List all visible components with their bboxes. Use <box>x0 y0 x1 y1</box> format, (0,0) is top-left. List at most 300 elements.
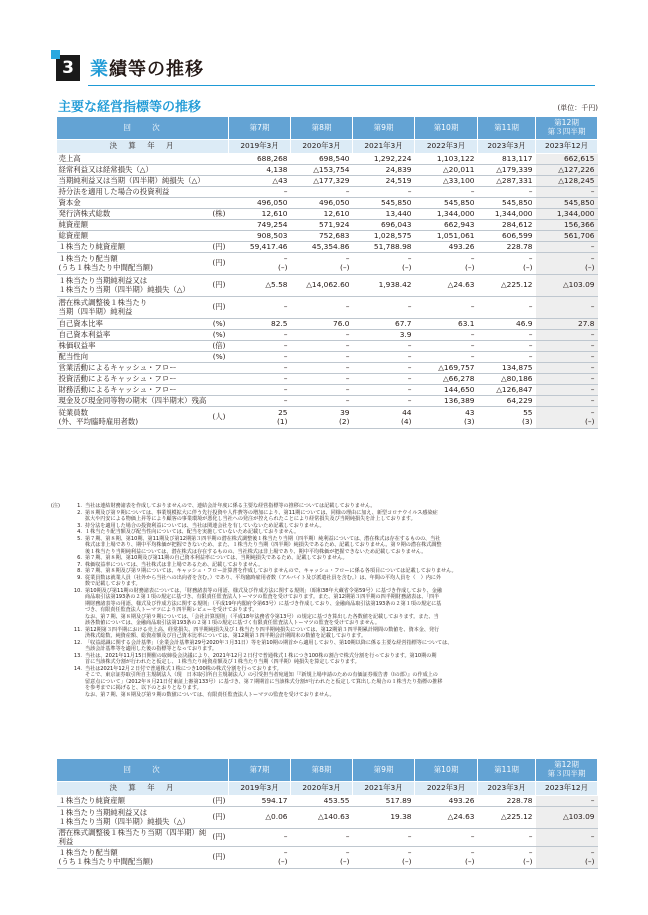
cell-value: △169,757 <box>415 363 478 374</box>
cell-value: 908,503 <box>229 231 291 242</box>
header-period <box>291 117 353 140</box>
table-row <box>57 253 598 275</box>
cell-value: 545,850 <box>536 198 598 209</box>
row-unit: (円) <box>209 242 229 253</box>
cell-value: – (–) <box>229 847 291 869</box>
cell-value: – <box>536 396 598 407</box>
row-label: 投資活動によるキャッシュ・フロー <box>57 374 209 385</box>
cell-value: △153,754 <box>291 165 353 176</box>
cell-value: 25 (1) <box>229 407 291 429</box>
cell-value: – (–) <box>536 847 598 869</box>
cell-value: – (–) <box>353 253 415 275</box>
cell-value: 44 (4) <box>353 407 415 429</box>
header-col-label: 回 次 <box>57 117 229 140</box>
cell-value: 688,268 <box>229 154 291 165</box>
row-unit: (円) <box>209 807 229 829</box>
cell-value: 1,103,122 <box>415 154 478 165</box>
cell-value: – <box>353 374 415 385</box>
table-row <box>57 341 598 352</box>
row-unit <box>209 231 229 242</box>
cell-value: 545,850 <box>415 198 478 209</box>
header-date: 2020年3月 <box>291 140 353 154</box>
cell-value: – <box>415 352 478 363</box>
row-label: １株当たり純資産額 <box>57 242 209 253</box>
cell-value: 55 (3) <box>478 407 536 429</box>
cell-value: – (–) <box>478 847 536 869</box>
cell-value: – <box>415 187 478 198</box>
cell-value: 82.5 <box>229 319 291 330</box>
cell-value: – <box>536 829 598 847</box>
cell-value: – <box>536 352 598 363</box>
table-row <box>57 275 598 297</box>
table-row <box>57 209 598 220</box>
row-label: 従業員数 (外、平均臨時雇用者数) <box>57 407 209 429</box>
cell-value: 156,366 <box>536 220 598 231</box>
row-unit <box>209 396 229 407</box>
cell-value: △66,278 <box>415 374 478 385</box>
header-date: 2022年3月 <box>415 140 478 154</box>
cell-value: 228.78 <box>478 796 536 807</box>
cell-value: △225.12 <box>478 807 536 829</box>
table-row <box>57 242 598 253</box>
note-number: 10. <box>73 587 82 594</box>
cell-value: 12,610 <box>229 209 291 220</box>
cell-value: – <box>229 330 291 341</box>
row-unit: (円) <box>209 829 229 847</box>
per-share-indicators-table <box>56 758 598 869</box>
cell-value: 51,788.98 <box>353 242 415 253</box>
cell-value: △103.09 <box>536 275 598 297</box>
period-label: 第7期 <box>249 764 270 774</box>
section-title <box>90 55 204 81</box>
cell-value: – (–) <box>415 847 478 869</box>
row-label: １株当たり配当額 (うち１株当たり中間配当額) <box>57 847 209 869</box>
cell-value: – (–) <box>291 253 353 275</box>
cell-value: 662,615 <box>536 154 598 165</box>
section-title-first: 業 <box>90 59 109 80</box>
cell-value: 606,599 <box>478 231 536 242</box>
table-row <box>57 297 598 319</box>
cell-value: – <box>536 297 598 319</box>
cell-value: 284,612 <box>478 220 536 231</box>
table-row <box>57 807 598 829</box>
section-rule <box>88 85 595 86</box>
header-period <box>536 117 598 140</box>
cell-value: – <box>536 330 598 341</box>
cell-value: – <box>353 385 415 396</box>
header-date: 2023年3月 <box>478 140 536 154</box>
cell-value: 496,050 <box>291 198 353 209</box>
row-unit: (円) <box>209 297 229 319</box>
row-label: 配当性向 <box>57 352 209 363</box>
cell-value: – <box>353 352 415 363</box>
cell-value: △33,100 <box>415 176 478 187</box>
row-label: 資本金 <box>57 198 209 209</box>
cell-value: – <box>478 829 536 847</box>
period-label: 第11期 <box>494 122 519 132</box>
cell-value: △225.12 <box>478 275 536 297</box>
header-date: 2021年3月 <box>353 782 415 796</box>
row-label: 潜在株式調整後１株当たり 当期（四半期）純利益 <box>57 297 209 319</box>
note-text: 第７期、第８期及び第９期については、キャッシュ・フロー計算書を作成しておりませんので、キャッシュ・フローに係る各項目については記載しておりません。 <box>85 568 457 575</box>
row-unit <box>209 187 229 198</box>
cell-value: – <box>478 341 536 352</box>
cell-value: 1,344,000 <box>478 209 536 220</box>
section-header <box>56 55 204 81</box>
row-unit: (円) <box>209 796 229 807</box>
cell-value: 749,254 <box>229 220 291 231</box>
note-number: 2. <box>77 509 82 516</box>
row-unit: (円) <box>209 253 229 275</box>
table-row <box>57 220 598 231</box>
cell-value: 545,850 <box>353 198 415 209</box>
period-label: 第11期 <box>494 764 519 774</box>
header-period <box>353 117 415 140</box>
header-period <box>353 759 415 782</box>
cell-value: 228.78 <box>478 242 536 253</box>
cell-value: – <box>536 187 598 198</box>
note-text: 第７期、第８期、第10期、第11期及び第12期第３四半期の潜在株式調整後１株当たり当期（四半期）純利益については、潜在株式は存在するものの、当社 株式は非上場であり、期中平均株価が把握できないため、また、１株当たり当期（四半期）純損失であるため、記載しておりません。第９期の潜在株式調整 後１株当たり当期純利益については、潜在株式は存在するものの、当社株式は非上場であり、期中平均株価が把握できないため記載しておりません。 <box>85 535 442 555</box>
cell-value: – <box>229 385 291 396</box>
cell-value: 13,440 <box>353 209 415 220</box>
header-period <box>415 117 478 140</box>
section-number: 3 <box>56 55 80 81</box>
row-unit <box>209 385 229 396</box>
table-row <box>57 385 598 396</box>
table-row <box>57 231 598 242</box>
note-text: 持分法を適用した場合の投資利益については、当社は関連会社を有していないため記載しておりません。 <box>85 522 325 529</box>
row-unit <box>209 176 229 187</box>
table-row <box>57 330 598 341</box>
row-unit: (%) <box>209 330 229 341</box>
cell-value: – (–) <box>478 253 536 275</box>
cell-value: 12,610 <box>291 209 353 220</box>
table-row <box>57 198 598 209</box>
cell-value: △80,186 <box>478 374 536 385</box>
cell-value: 493.26 <box>415 796 478 807</box>
header-period <box>478 759 536 782</box>
cell-value: 561,706 <box>536 231 598 242</box>
row-label: 総資産額 <box>57 231 209 242</box>
cell-value: 45,354.86 <box>291 242 353 253</box>
period-label: 第10期 <box>433 764 459 774</box>
header-period <box>291 759 353 782</box>
cell-value: – <box>415 341 478 352</box>
note-number: 6. <box>77 555 82 562</box>
cell-value: – <box>291 829 353 847</box>
note-number: 5. <box>77 535 82 542</box>
note-text: １株当たり配当額及び配当性向については、配当を実施していないため記載しておりません。 <box>85 529 300 536</box>
table-row <box>57 829 598 847</box>
row-label: 現金及び現金同等物の期末（四半期末）残高 <box>57 396 209 407</box>
cell-value: 27.8 <box>536 319 598 330</box>
cell-value: – (–) <box>415 253 478 275</box>
cell-value: – <box>478 187 536 198</box>
note-item <box>60 640 600 653</box>
row-label: 株価収益率 <box>57 341 209 352</box>
cell-value: – <box>415 330 478 341</box>
cell-value: △24.63 <box>415 275 478 297</box>
key-indicators-table <box>56 116 598 429</box>
cell-value: 63.1 <box>415 319 478 330</box>
row-unit <box>209 220 229 231</box>
notes <box>50 503 600 698</box>
table-row <box>57 154 598 165</box>
row-unit <box>209 374 229 385</box>
subtitle: 主要な経営指標等の推移 <box>58 100 202 115</box>
note-text: 当社は、2021年11月15日開催の取締役会決議により、2021年12月２日付で普通株式１株につき100株の割合で株式分割を行っております。第10期の期 首に当該株式分割が行われたと仮定し、１株当たり純資産額及び１株当たり当期（四半期）純損失を算定しております。 <box>85 652 437 666</box>
notes-label: (注) <box>50 503 60 509</box>
cell-value: – <box>353 297 415 319</box>
cell-value: – <box>229 363 291 374</box>
cell-value: △103.09 <box>536 807 598 829</box>
cell-value: – <box>415 297 478 319</box>
section-title-rest: 績等の推移 <box>109 59 204 80</box>
cell-value: – <box>229 829 291 847</box>
cell-value: – <box>291 385 353 396</box>
cell-value: 493.26 <box>415 242 478 253</box>
row-label: 営業活動によるキャッシュ・フロー <box>57 363 209 374</box>
header-date: 2020年3月 <box>291 782 353 796</box>
header-row-periods <box>57 759 598 782</box>
cell-value: △287,331 <box>478 176 536 187</box>
cell-value: 136,389 <box>415 396 478 407</box>
period-label: 第12期 第３四半期 <box>547 118 586 136</box>
row-label: 自己資本比率 <box>57 319 209 330</box>
row-label: １株当たり当期純利益又は １株当たり当期（四半期）純損失（△） <box>57 275 209 297</box>
cell-value: △14,062.60 <box>291 275 353 297</box>
row-label: １株当たり純資産額 <box>57 796 209 807</box>
period-label: 第12期 第３四半期 <box>547 760 586 778</box>
cell-value: △0.06 <box>229 807 291 829</box>
cell-value: 698,540 <box>291 154 353 165</box>
row-label: 純資産額 <box>57 220 209 231</box>
cell-value: 1,938.42 <box>353 275 415 297</box>
header-col-sublabel: 決 算 年 月 <box>57 782 229 796</box>
cell-value: 517.89 <box>353 796 415 807</box>
cell-value: 39 (2) <box>291 407 353 429</box>
cell-value: △20,011 <box>415 165 478 176</box>
cell-value: – (–) <box>536 407 598 429</box>
cell-value: – <box>229 396 291 407</box>
note-text: 当社は2021年12月２日付で普通株式１株につき100株の株式分割を行っております。 そこで、東京証券取引所自主規制法人（現 日本取引所自主規制法人）の引受担当者宛通知「『新規上場申請のための有価証券報告書（Ⅰの部）』の作成上の 留意点について」（2012年８月21日付東証上審第133号）に基づき、第７期期首に当該株式分割が行われたと仮定して算出した場合の１株当たり指標の推移 を参考までに掲げると、以下のとおりとなります。 なお、第７期、第８期及び第９期の数値については、有限責任監査法人トーマツの監査を受けておりません。 <box>85 665 443 698</box>
cell-value: – <box>229 352 291 363</box>
row-label: 発行済株式総数 <box>57 209 209 220</box>
note-number: 11. <box>73 626 82 633</box>
row-unit <box>209 363 229 374</box>
note-item <box>60 536 600 556</box>
note-text: 当社は連結財務諸表を作成しておりませんので、連結会計年度に係る主要な経営指標等の推移については記載しておりません。 <box>85 503 376 509</box>
cell-value: – <box>353 187 415 198</box>
header-date: 2019年3月 <box>229 782 291 796</box>
cell-value: – <box>536 796 598 807</box>
cell-value: – <box>536 242 598 253</box>
note-number: 3. <box>77 522 82 529</box>
header-date: 2023年3月 <box>478 782 536 796</box>
row-label: １株当たり配当額 (うち１株当たり中間配当額) <box>57 253 209 275</box>
cell-value: – <box>478 352 536 363</box>
cell-value: – <box>291 374 353 385</box>
note-number: 4. <box>77 529 82 536</box>
note-number: 1. <box>77 503 82 509</box>
row-unit: (倍) <box>209 341 229 352</box>
row-label: 財務活動によるキャッシュ・フロー <box>57 385 209 396</box>
cell-value: 453.55 <box>291 796 353 807</box>
table-row <box>57 165 598 176</box>
cell-value: 43 (3) <box>415 407 478 429</box>
period-label: 第9期 <box>373 122 394 132</box>
cell-value: 752,683 <box>291 231 353 242</box>
note-number: 14. <box>73 665 82 672</box>
note-item <box>60 510 600 523</box>
cell-value: 696,043 <box>353 220 415 231</box>
cell-value: 571,924 <box>291 220 353 231</box>
header-date: 2019年3月 <box>229 140 291 154</box>
table-row <box>57 176 598 187</box>
header-period <box>536 759 598 782</box>
note-number: 12. <box>73 639 82 646</box>
header-col-label: 回 次 <box>57 759 229 782</box>
cell-value: – <box>478 297 536 319</box>
cell-value: – <box>415 829 478 847</box>
header-period <box>415 759 478 782</box>
cell-value: – <box>536 374 598 385</box>
note-text: 従業員数は就業人員（社外から当社への出向者を含む。）であり、平均臨時雇用者数（アルバイト及び派遣社員を含む。）は、年間の平均人員を（ ）内に外 数で記載しております。 <box>85 574 441 588</box>
row-label: 当期純利益又は当期（四半期）純損失（△） <box>57 176 209 187</box>
cell-value: – <box>229 297 291 319</box>
cell-value: – (–) <box>291 847 353 869</box>
row-unit: (円) <box>209 275 229 297</box>
cell-value: 4,138 <box>229 165 291 176</box>
header-row-periods <box>57 117 598 140</box>
note-text: 株価収益率については、当社株式は非上場であるため、記載しておりません。 <box>85 561 264 568</box>
cell-value: – <box>291 352 353 363</box>
table-row <box>57 407 598 429</box>
cell-value: △179,339 <box>478 165 536 176</box>
note-text: 第７期、第８期、第10期及び第11期の自己資本利益率については、当期純損失であるため、記載しておりません。 <box>85 555 348 562</box>
header-period <box>229 117 291 140</box>
row-unit <box>209 154 229 165</box>
row-label: １株当たり当期純利益又は １株当たり当期（四半期）純損失（△） <box>57 807 209 829</box>
cell-value: – <box>536 385 598 396</box>
cell-value: 496,050 <box>229 198 291 209</box>
cell-value: 144,650 <box>415 385 478 396</box>
row-unit: (%) <box>209 352 229 363</box>
header-date: 2023年12月 <box>536 140 598 154</box>
row-label: 売上高 <box>57 154 209 165</box>
table-row <box>57 796 598 807</box>
unit-label: (単位：千円) <box>557 104 598 112</box>
cell-value: 24,519 <box>353 176 415 187</box>
cell-value: 19.38 <box>353 807 415 829</box>
table-row <box>57 847 598 869</box>
cell-value: – <box>291 396 353 407</box>
row-unit: (円) <box>209 847 229 869</box>
cell-value: – <box>291 330 353 341</box>
cell-value: △177,329 <box>291 176 353 187</box>
header-row-dates <box>57 140 598 154</box>
note-text: 第10期及び第11期の財務諸表については、「財務諸表等の用語、様式及び作成方法に関する規則」（昭和38年大蔵省令第59号）に基づき作成しており、金融 商品取引法第193条の２第１項の規定に基づき、有限責任監査法人トーマツの監査を受けております。また、第12期第３四半期の四半期財務諸表は、「四半 期財務諸表等の用語、様式及び作成方法に関する規則」（平成19年内閣府令第63号）に基づき作成しており、金融商品取引法第193条の２第１項の規定に基 づき、有限責任監査法人トーマツにより四半期レビューを受けております。 なお、第７期、第８期及び第９期については、「会社計算規則」（平成18年法務省令第13号）の規定に基づき算出した各数値を記載しております。また、当 該各数値については、金融商品取引法第193条の２第１項の規定に基づく有限責任監査法人トーマツの監査を受けておりません。 <box>85 587 442 627</box>
cell-value: 46.9 <box>478 319 536 330</box>
table-row <box>57 374 598 385</box>
note-text: 「収益認識に関する会計基準」（企業会計基準第29号2020年３月31日）等を第10期の期首から適用しており、第10期以降に係る主要な経営指標等については、 当該会計基準等を適用した後の指標等となっております。 <box>85 639 453 653</box>
cell-value: 1,344,000 <box>536 209 598 220</box>
cell-value: – (–) <box>229 253 291 275</box>
cell-value: – <box>229 187 291 198</box>
row-label: 潜在株式調整後１株当たり当期（四半期）純利益 <box>57 829 209 847</box>
cell-value: – <box>229 341 291 352</box>
period-label: 第8期 <box>311 122 332 132</box>
cell-value: △5.58 <box>229 275 291 297</box>
note-item <box>60 666 600 699</box>
row-unit: (%) <box>209 319 229 330</box>
note-number: 13. <box>73 652 82 659</box>
cell-value: 24,839 <box>353 165 415 176</box>
note-item <box>60 588 600 627</box>
cell-value: 813,117 <box>478 154 536 165</box>
note-number: 9. <box>77 574 82 581</box>
cell-value: 662,943 <box>415 220 478 231</box>
cell-value: – <box>291 297 353 319</box>
cell-value: 1,292,224 <box>353 154 415 165</box>
header-date: 2023年12月 <box>536 782 598 796</box>
period-label: 第8期 <box>311 764 332 774</box>
cell-value: – <box>536 341 598 352</box>
table-row <box>57 352 598 363</box>
cell-value: △43 <box>229 176 291 187</box>
header-period <box>478 117 536 140</box>
cell-value: △128,245 <box>536 176 598 187</box>
cell-value: – <box>536 363 598 374</box>
cell-value: 59,417.46 <box>229 242 291 253</box>
cell-value: △126,847 <box>478 385 536 396</box>
note-item <box>60 653 600 666</box>
cell-value: – (–) <box>536 253 598 275</box>
cell-value: – <box>291 341 353 352</box>
table-row <box>57 363 598 374</box>
period-label: 第7期 <box>249 122 270 132</box>
cell-value: 1,344,000 <box>415 209 478 220</box>
cell-value: △127,226 <box>536 165 598 176</box>
cell-value: – <box>353 829 415 847</box>
table-row <box>57 187 598 198</box>
period-label: 第10期 <box>433 122 459 132</box>
row-unit: (株) <box>209 209 229 220</box>
cell-value: – <box>291 187 353 198</box>
cell-value: – <box>229 374 291 385</box>
cell-value: 134,875 <box>478 363 536 374</box>
note-item <box>60 627 600 640</box>
note-number: 8. <box>77 568 82 575</box>
cell-value: – <box>353 363 415 374</box>
cell-value: 67.7 <box>353 319 415 330</box>
cell-value: – <box>353 396 415 407</box>
cell-value: △24.63 <box>415 807 478 829</box>
cell-value: – <box>478 330 536 341</box>
row-label: 持分法を適用した場合の投資利益 <box>57 187 209 198</box>
row-unit: (人) <box>209 407 229 429</box>
note-text: 第12期第３四半期における売上高、経常損失、四半期純損失及び１株当たり四半期純損失については、第12期第３四半期累計期間の数値を、資本金、発行 済株式総数、純資産額、総資産額及び自己資本比率については、第12期第３四半期会計期間末の数値を記載しております。 <box>85 626 440 640</box>
row-label: 経常利益又は経常損失（△） <box>57 165 209 176</box>
cell-value: 545,850 <box>478 198 536 209</box>
header-period <box>229 759 291 782</box>
cell-value: 76.0 <box>291 319 353 330</box>
cell-value: – (–) <box>353 847 415 869</box>
cell-value: – <box>291 363 353 374</box>
cell-value: 1,051,061 <box>415 231 478 242</box>
note-text: 第８期及び第９期については、事業規模拡大に伴う先行投資や人件費等の増加により、第11期については、同様の理由に加え、新型コロナウイルス感染症 拡大や円安による物価上昇等により顧客の事業環境が悪化し当社への発注が控えられたことにより経常損失及び当期純損失を計上しております。 <box>85 509 438 523</box>
note-item <box>60 575 600 588</box>
